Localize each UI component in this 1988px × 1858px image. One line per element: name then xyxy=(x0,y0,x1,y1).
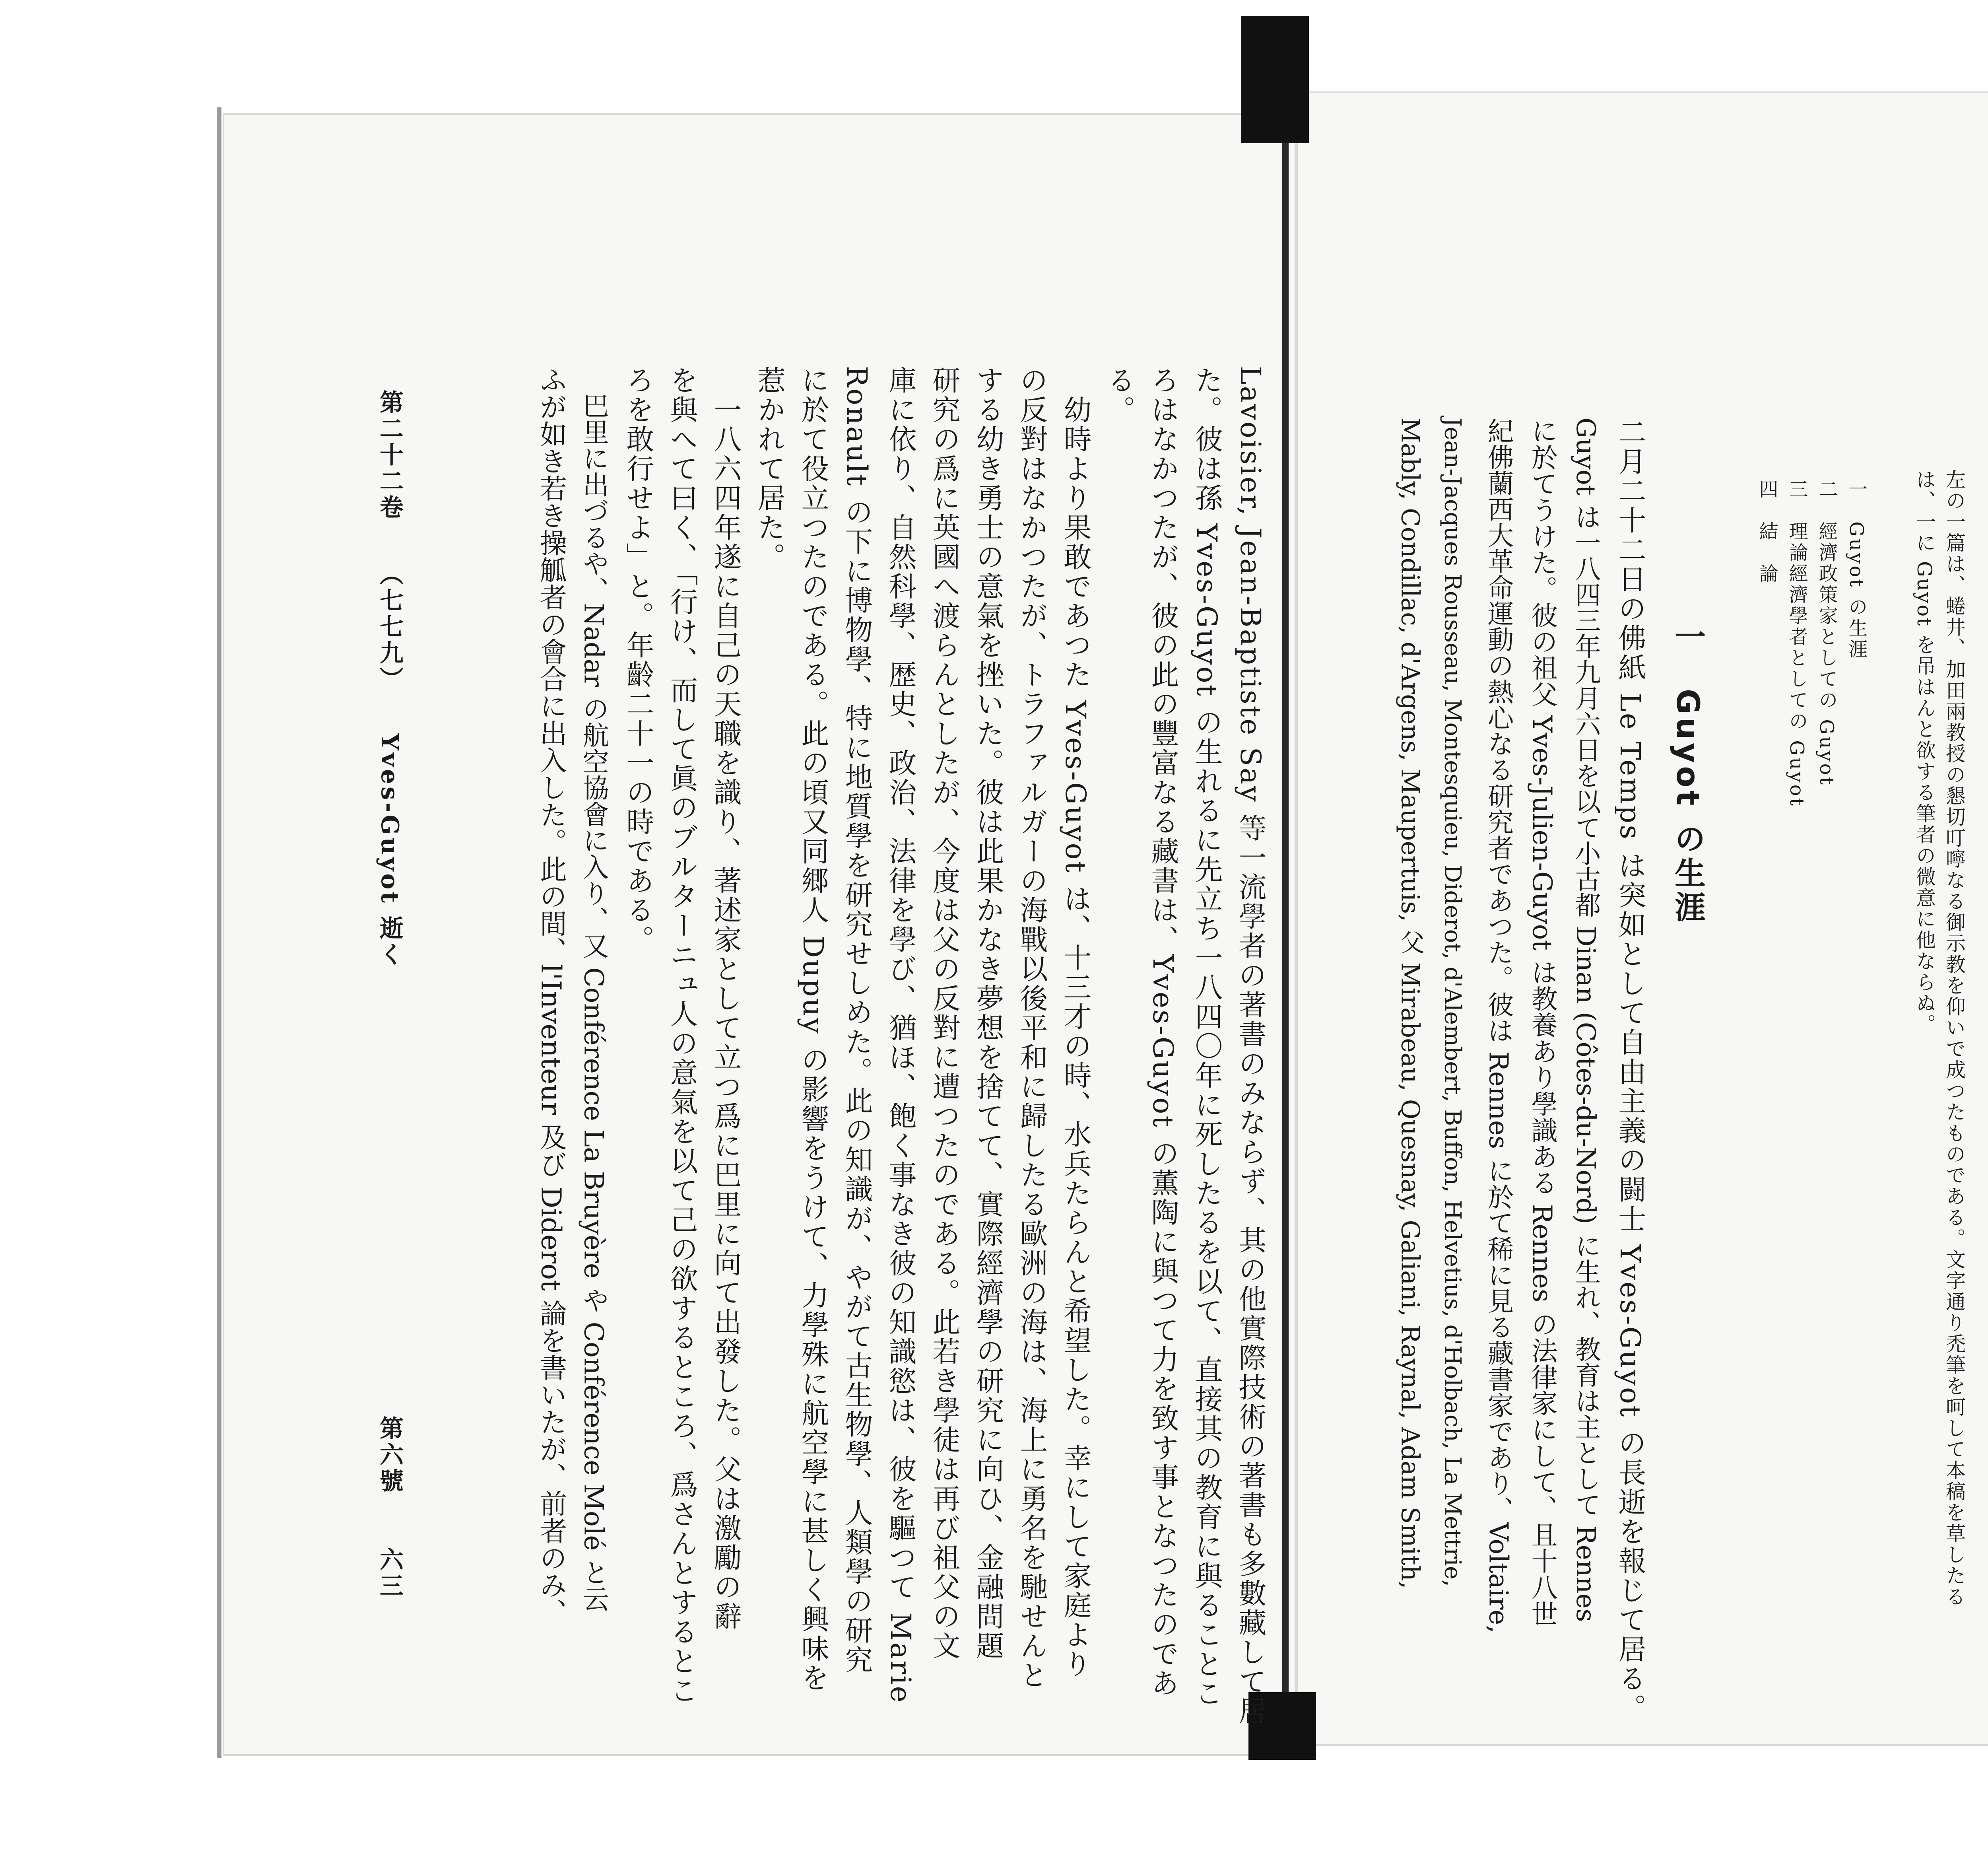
left-body-line-8: 研究の爲に英國へ渡らんとしたが、今度は父の反對に遭つたのである。此若き學徒は再び祖父の文 xyxy=(928,366,961,1661)
left-body-line-7: する幼き勇士の意氣を挫いた。彼は此果かなき夢想を捨てて、實際經濟學の研究に向ひ、金融問題 xyxy=(972,366,1004,1661)
preface-line-1: 左の一篇は、蜷井、加田兩教授の懇切叮嚀なる御示教を仰いで成つたものである。文字通り禿筆を呵して本稿を草したる xyxy=(1943,469,1966,1607)
left-body-line-16: 巴里に出づるや、Nadar の航空協會に入り、又 Conférence La Bruyère や Conférence Molé と云 xyxy=(578,366,610,1612)
binding-shadow-top xyxy=(1241,16,1309,143)
left-body-line-3: ろはなかつたが、彼の此の豐富なる藏書は、Yves-Guyot の薫陶に與つて力を致す事となつたのであ xyxy=(1147,366,1179,1698)
left-body-line-5: 幼時より果敢であつた Yves-Guyot は、十三才の時、水兵たらんと希望した。幸にして家庭より xyxy=(1059,366,1092,1679)
left-body-line-4: る。 xyxy=(1103,366,1136,425)
toc-item-2: 二 經濟政策家としての Guyot xyxy=(1815,479,1838,787)
right-body-line-4: 紀佛蘭西大革命運動の熱心なる研究者であつた。彼は Rennes に於て稀に見る藏書家であり、Voltaire, xyxy=(1483,418,1514,1634)
left-body-line-14: を與へて曰く、「行け、而して眞のブルターニュ人の意氣を以て己の欲するところ、爲さんとするとこ xyxy=(666,366,698,1706)
left-page-edge xyxy=(217,107,221,1758)
right-body-line-3: に於てうけた。彼の祖父 Yves-Julien-Guyot は教養あり學識ある Rennes の法律家にして、且十八世 xyxy=(1527,418,1558,1627)
left-body-line-11: に於て役立つたのである。此の頃又同郷人 Dupuy の影響をうけて、力學殊に航空學に甚しく興味を xyxy=(797,366,829,1693)
toc-item-3: 三 理論經濟學者としての Guyot xyxy=(1786,479,1808,808)
right-body-line-6: Mably, Condillac, d'Argens, Maupertuis, 父 Mirabeau, Quesnay, Galiani, Raynal, Adam Smith, xyxy=(1396,418,1425,1589)
toc-item-1: 一 Guyot の生涯 xyxy=(1845,479,1868,660)
left-body-line-2: た。彼は孫 Yves-Guyot の生れるに先立ち一八四〇年に死したるを以て、直接其の教育に與ることこ xyxy=(1190,366,1223,1709)
left-page-footer-volume: 第二十二卷 （七七九） Yves-Guyot 逝く xyxy=(376,390,404,968)
left-body-line-1: Lavoisier, Jean-Baptiste Say 等一流學者の著書のみならず、其の他實際技術の著書も多數藏して居 xyxy=(1234,366,1267,1726)
right-body-line-5: Jean-Jacques Rousseau, Montesquieu, Diderot, d'Alembert, Buffon, Helvetius, d'Holbach, La Mettrie, xyxy=(1439,418,1466,1587)
left-body-line-17: ふが如き若き操觚者の會合に出入した。此の間、l'Inventeur 及び Diderot 論を書いたが、前者のみ、 xyxy=(535,366,567,1626)
left-page-footer-number: 第六號 六三 xyxy=(376,1416,404,1600)
binding-gutter xyxy=(1282,119,1289,1710)
section-heading: 一 Guyot の生涯 xyxy=(1670,620,1705,925)
left-body-line-13: 一八六四年遂に自己の天職を識り、著述家として立つ爲に巴里に向て出發した。父は激勵の辭 xyxy=(709,366,742,1631)
right-body-line-2: Guyot は一八四三年九月六日を以て小古都 Dinan (Côtes-du-Nord) に生れ、教育は主として Rennes xyxy=(1571,418,1601,1622)
left-body-line-6: の反對はなかつたが、トラファルガーの海戰以後平和に歸したる歐洲の海は、海上に勇名を馳せんと xyxy=(1015,366,1048,1690)
left-body-line-10: Ronault の下に博物學、特に地質學を研究せしめた。此の知識が、やがて古生物學、人類學の研究 xyxy=(841,366,873,1675)
left-body-line-12: 惹かれて居た。 xyxy=(753,366,786,572)
right-body-line-1: 二月二十二日の佛紙 Le Temps は突如として自由主義の闘士 Yves-Guyot の長逝を報じて居る。 xyxy=(1614,418,1646,1723)
left-body-line-15: ろを敢行せよ」と。年齡二十一の時である。 xyxy=(622,366,654,954)
preface-line-2: は、一に Guyot を吊はんと欲する筆者の微意に他ならぬ。 xyxy=(1913,469,1936,1035)
left-body-line-9: 庫に依り、自然科學、歴史、政治、法律を學び、猶ほ、飽く事なき彼の知識慾は、彼を驅つて Marie xyxy=(884,366,917,1704)
toc-item-4: 四 結 論 xyxy=(1756,479,1778,585)
